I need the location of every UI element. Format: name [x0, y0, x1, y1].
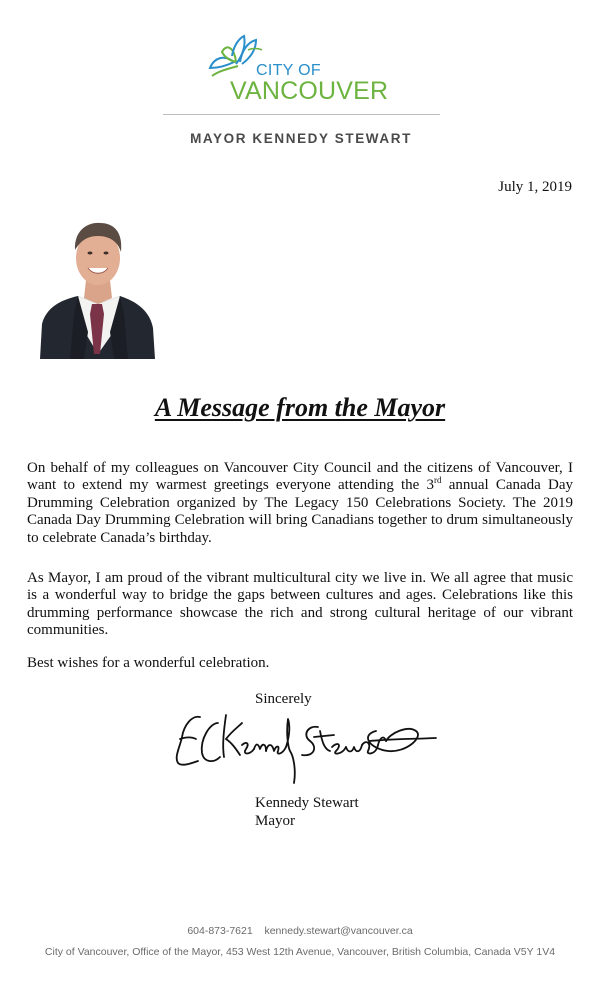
header-divider — [163, 114, 440, 115]
leaf-flower-icon — [204, 32, 264, 82]
logo-text-city-of: CITY OF — [256, 62, 321, 79]
footer-phone: 604-873-7621 — [187, 925, 253, 937]
logo-text-vancouver: VANCOUVER — [230, 77, 389, 105]
mayor-banner: MAYOR KENNEDY STEWART — [190, 131, 412, 146]
body-paragraph-1 — [27, 460, 573, 547]
signatory — [255, 795, 359, 830]
paragraph-1-text-b: annual Canada Day Drumming Celebration organized by The Legacy 150 Celebrations Society. The 2019 Canada Day Drumming Celebration will bring Canadians together to drum simultaneously to celebrate Canada’s birthday. — [27, 477, 574, 546]
body-paragraph-2: As Mayor, I am proud of the vibrant multicultural city we live in. We all agree that music is a wonderful way to bridge the gaps between cultures and ages. Celebrations like this drumming performance showcase the rich and strong cultural heritage of our vibrant communities. — [27, 570, 573, 639]
signatory-name: Kennedy Stewart — [255, 795, 359, 811]
letter-title — [0, 393, 600, 423]
letter-date: July 1, 2019 — [498, 179, 572, 195]
mayor-portrait-photo — [40, 204, 155, 359]
letter-title-text: A Message from the Mayor — [154, 393, 446, 422]
closing-salutation: Sincerely — [255, 691, 312, 707]
city-of-vancouver-logo — [204, 30, 389, 106]
paragraph-1-text-a: On behalf of my colleagues on Vancouver City Council and the citizens of Vancouver, I want to extend my warmest greetings everyone attending the 3 — [27, 460, 573, 494]
footer-email[interactable]: kennedy.stewart@vancouver.ca — [264, 925, 413, 937]
signatory-role: Mayor — [255, 812, 295, 829]
signature-image — [170, 705, 440, 787]
footer-address: City of Vancouver, Office of the Mayor, 453 West 12th Avenue, Vancouver, British Columbia, Canada V5Y 1V4 — [44, 946, 556, 958]
footer-contact — [0, 925, 600, 937]
ordinal-superscript: rd — [434, 475, 442, 486]
body-paragraph-3: Best wishes for a wonderful celebration. — [27, 655, 270, 671]
